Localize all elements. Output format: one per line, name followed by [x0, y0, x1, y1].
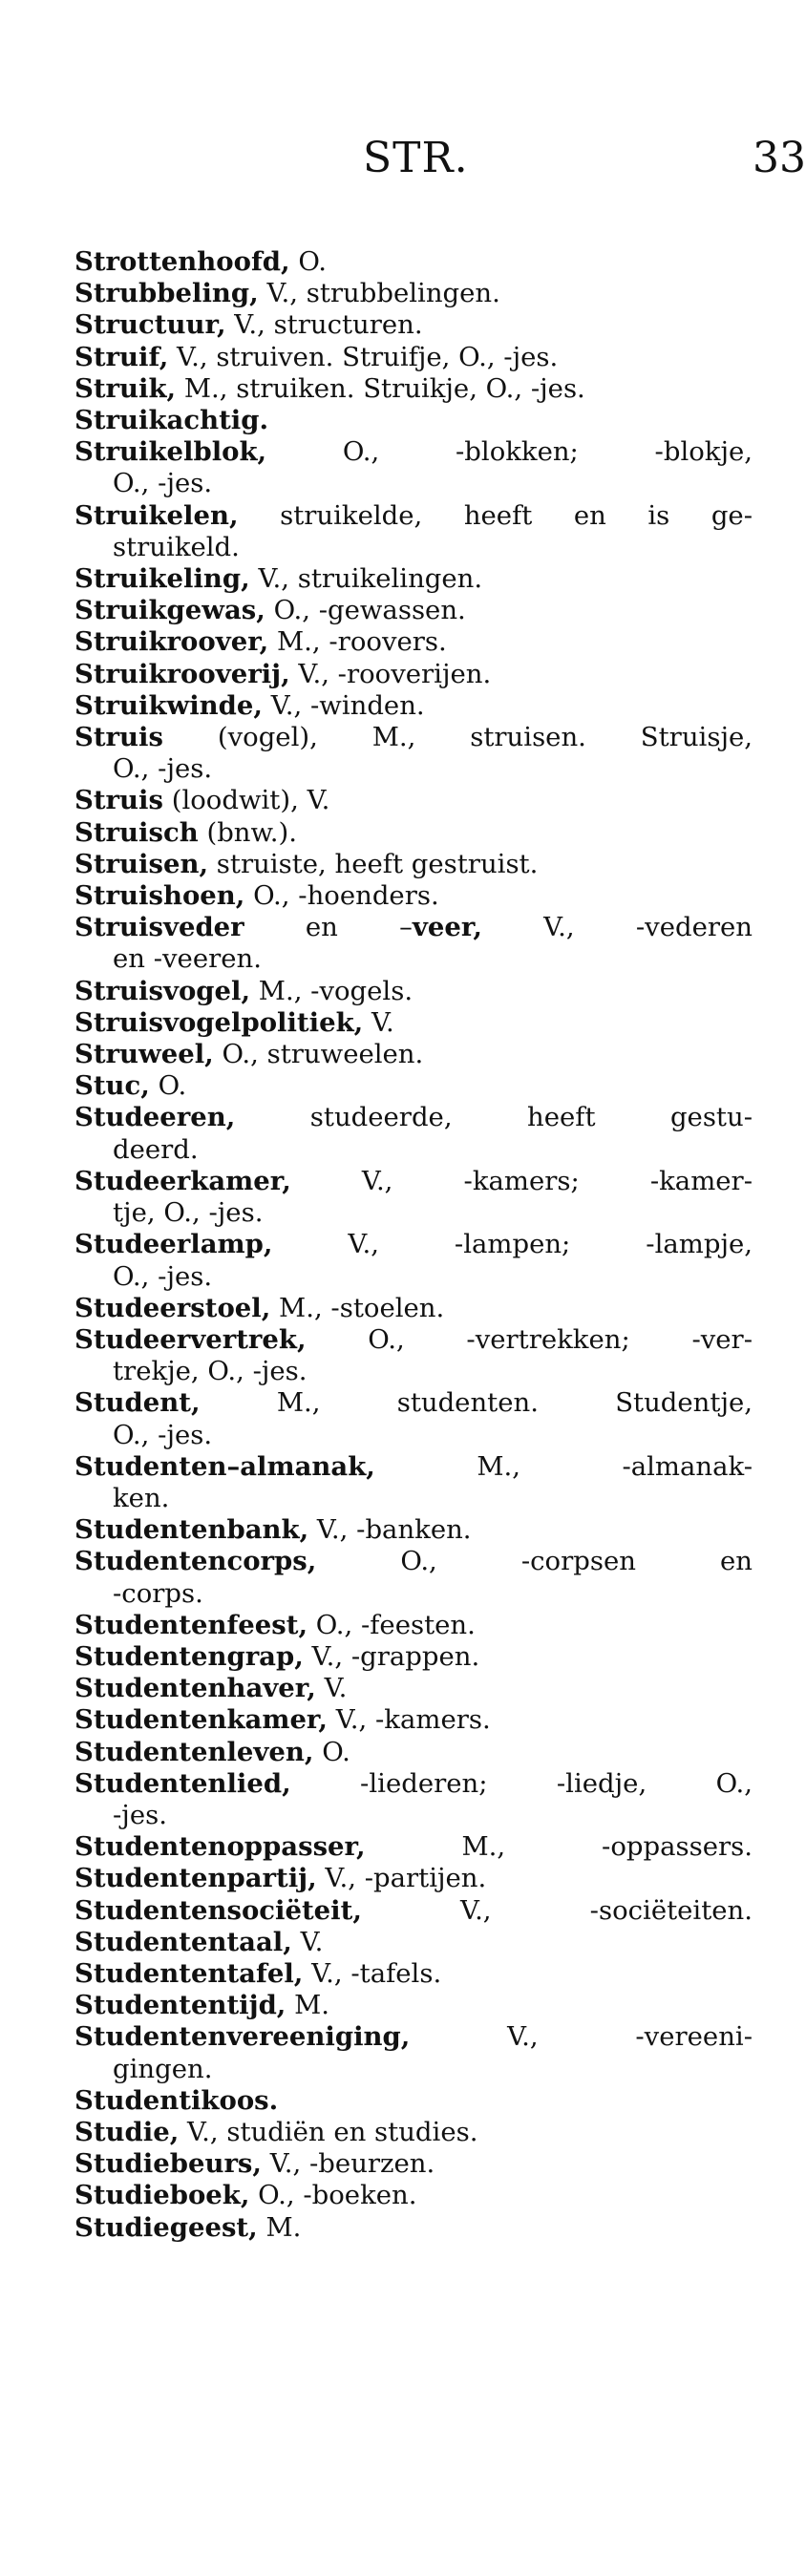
headword: Studentenfeest, — [74, 1609, 308, 1640]
headword: Struikgewas, — [74, 595, 265, 626]
dictionary-entry — [74, 2212, 753, 2244]
entry-text — [113, 1800, 167, 1830]
entry-definition: V., struikelingen. — [249, 563, 483, 595]
entry-definition: M., studenten. Studentje, — [200, 1387, 753, 1419]
dictionary-entry — [74, 342, 753, 373]
entry-definition: V., -vereeni- — [410, 2021, 753, 2053]
headword: Struisch — [74, 816, 199, 848]
entry-continuation-line — [74, 1261, 753, 1293]
dictionary-entry — [74, 563, 753, 595]
entry-text — [74, 2085, 278, 2116]
entry-continuation-line — [74, 2054, 753, 2085]
headword: Studententafel, — [74, 1957, 304, 1989]
entry-definition: struikeld. — [113, 531, 240, 562]
entry-definition: -liederen; -liedje, O., — [290, 1767, 753, 1799]
headword: Struif, — [74, 341, 169, 372]
entry-text — [74, 1166, 753, 1196]
entry-text — [74, 1102, 753, 1132]
entry-definition: O., -boeken. — [249, 2180, 417, 2211]
headword: Studentenkamer, — [74, 1704, 328, 1736]
entry-definition: -jes. — [113, 1799, 167, 1830]
entry-line — [74, 1927, 753, 1958]
entry-continuation-line — [74, 1197, 753, 1229]
dictionary-entry — [74, 436, 753, 499]
entry-definition: M., -oppassers. — [365, 1831, 753, 1863]
entry-line — [74, 1737, 753, 1768]
entry-definition: V., -kamers; -kamer- — [290, 1165, 753, 1196]
dictionary-entry — [74, 1927, 753, 1958]
headword: Studentengrap, — [74, 1640, 304, 1672]
entry-definition: (loodwit), V. — [162, 785, 330, 816]
running-head: STR. — [363, 134, 469, 182]
headword: Studentikoos. — [74, 2084, 279, 2116]
dictionary-entry — [74, 373, 753, 405]
dictionary-entry — [74, 1166, 753, 1229]
entry-text — [74, 912, 753, 942]
entry-text — [74, 2212, 301, 2243]
dictionary-entry — [74, 1007, 753, 1039]
entry-definition: V., -vederen — [481, 912, 753, 943]
entry-definition: M., -vogels. — [250, 975, 414, 1006]
entry-text — [74, 659, 491, 689]
headword-variant: veer, — [412, 912, 482, 943]
entry-continuation-line — [74, 1356, 753, 1387]
entry-definition: O., -hoenders. — [244, 880, 439, 912]
dictionary-entry — [74, 595, 753, 626]
entry-text — [74, 342, 558, 372]
headword: Studententijd, — [74, 1990, 286, 2021]
entry-text — [74, 1007, 394, 1038]
entry-definition: tje, O., -jes. — [113, 1197, 264, 1229]
entry-text — [74, 1514, 472, 1545]
entry-line — [74, 1641, 753, 1673]
entry-text — [74, 1641, 479, 1672]
headword: Studiegeest, — [74, 2211, 258, 2243]
entry-line — [74, 595, 753, 626]
entry-definition: V., -sociëteiten. — [361, 1894, 753, 1926]
entry-text — [74, 1895, 753, 1926]
dictionary-entry — [74, 626, 753, 658]
entry-line — [74, 1070, 753, 1102]
dictionary-entry — [74, 246, 753, 278]
entry-definition: V., -kamers. — [328, 1704, 491, 1736]
dictionary-entry — [74, 1324, 753, 1387]
headword: Studentenbank, — [74, 1514, 309, 1546]
entry-text — [113, 1420, 212, 1450]
entry-definition: (vogel), M., struisen. Struisje, — [162, 722, 753, 753]
entry-line — [74, 1831, 753, 1863]
entry-line — [74, 1324, 753, 1356]
dictionary-entry — [74, 2021, 753, 2084]
entry-line — [74, 309, 753, 341]
entry-line — [74, 1990, 753, 2021]
entry-definition: O., struweelen. — [213, 1039, 424, 1070]
dictionary-entry — [74, 500, 753, 563]
entry-definition: V., -banken. — [308, 1514, 472, 1546]
entry-text — [74, 1039, 423, 1069]
dictionary-entry — [74, 1990, 753, 2021]
entry-text — [74, 690, 425, 721]
entry-definition: V., studiën en studies. — [179, 2116, 478, 2147]
entry-definition: O., -jes. — [113, 1419, 213, 1450]
dictionary-entry — [74, 785, 753, 816]
dictionary-entry — [74, 880, 753, 912]
headword: Struikelen, — [74, 499, 239, 531]
headword: Student, — [74, 1387, 201, 1419]
entry-definition: gingen. — [113, 2053, 213, 2084]
entry-text — [74, 1768, 753, 1799]
entry-definition: V., -beurzen. — [262, 2148, 435, 2180]
dictionary-entry — [74, 690, 753, 722]
dictionary-entry — [74, 1831, 753, 1863]
headword: Studentencorps, — [74, 1546, 317, 1577]
entry-text — [74, 1293, 444, 1323]
entry-text — [74, 2180, 416, 2210]
entry-text — [74, 1737, 350, 1767]
entry-definition: M., struiken. Struikje, O., -jes. — [176, 372, 585, 404]
entry-line — [74, 1514, 753, 1546]
entry-text — [74, 1990, 329, 2020]
dictionary-entry — [74, 1451, 753, 1514]
dictionary-entry — [74, 1958, 753, 1990]
headword: Struikachtig. — [74, 405, 269, 436]
entry-line — [74, 2148, 753, 2180]
dictionary-entry — [74, 1387, 753, 1450]
dictionary-entry — [74, 1768, 753, 1831]
entry-definition: struikelde, heeft en is ge- — [238, 499, 753, 531]
headword: Structuur, — [74, 309, 226, 341]
entry-line — [74, 722, 753, 753]
entry-definition: V. — [363, 1006, 394, 1038]
entry-definition: O., -blokken; -blokje, — [266, 436, 753, 468]
headword: Struikroover, — [74, 626, 269, 658]
headword: Studeervertrek, — [74, 1323, 307, 1355]
headword: Struisveder — [74, 912, 244, 943]
headword: Strottenhoofd, — [74, 246, 290, 277]
dictionary-entry — [74, 1293, 753, 1324]
entry-line — [74, 1007, 753, 1039]
entry-line — [74, 1958, 753, 1990]
entry-text — [74, 2117, 477, 2147]
dictionary-entry — [74, 2085, 753, 2117]
dictionary-entry — [74, 1673, 753, 1704]
headword: Studentenlied, — [74, 1767, 291, 1799]
entry-definition: M., -almanak- — [374, 1450, 753, 1482]
entry-text — [113, 532, 240, 562]
dictionary-entry — [74, 1546, 753, 1609]
entry-definition: M., -roovers. — [268, 626, 447, 658]
entry-text — [74, 976, 413, 1006]
entry-definition: V., structuren. — [225, 309, 423, 341]
entry-text — [74, 309, 423, 340]
entry-text — [74, 880, 439, 911]
entry-text — [113, 1134, 199, 1165]
headword: Struisen, — [74, 848, 209, 879]
headword: Studentenhaver, — [74, 1673, 316, 1704]
headword: Studentenoppasser, — [74, 1831, 366, 1863]
entry-line — [74, 405, 753, 436]
headword: Studentenvereeniging, — [74, 2021, 411, 2053]
dictionary-entry — [74, 278, 753, 309]
entry-line — [74, 2021, 753, 2053]
entry-definition: M., -stoelen. — [270, 1292, 445, 1323]
dictionary-entry — [74, 722, 753, 785]
entry-text — [74, 1070, 186, 1101]
headword: Studeeren, — [74, 1102, 236, 1133]
entry-line — [74, 626, 753, 658]
entry-definition: O., -gewassen. — [265, 595, 466, 626]
entry-line — [74, 880, 753, 912]
dictionary-entry — [74, 976, 753, 1007]
entry-definition: studeerde, heeft gestu- — [235, 1102, 753, 1133]
headword: Studiebeurs, — [74, 2148, 262, 2180]
headword: Struis — [74, 722, 163, 753]
dictionary-entry — [74, 309, 753, 341]
entry-definition: O. — [289, 246, 328, 277]
dictionary-entry — [74, 659, 753, 690]
entry-text — [113, 1261, 212, 1292]
entry-text — [74, 246, 327, 277]
entry-definition: en -veeren. — [113, 943, 262, 975]
dictionary-entry — [74, 2148, 753, 2180]
entry-text — [74, 2021, 753, 2052]
headword: Strubbeling, — [74, 278, 259, 309]
entry-definition: O., -vertrekken; -ver- — [306, 1323, 753, 1355]
entry-text — [74, 722, 753, 752]
entry-text — [74, 1863, 486, 1893]
entry-line — [74, 246, 753, 278]
headword: Studentenleven, — [74, 1736, 314, 1767]
entry-text — [74, 373, 585, 404]
entry-definition: -corps. — [113, 1577, 203, 1609]
entry-line — [74, 563, 753, 595]
entry-text — [113, 468, 212, 498]
entry-line — [74, 2117, 753, 2148]
entry-continuation-line — [74, 1483, 753, 1514]
headword: Struikrooverij, — [74, 658, 290, 689]
entry-text — [74, 278, 500, 308]
dictionary-entries — [74, 246, 753, 2244]
entry-text — [74, 626, 447, 657]
entry-definition: V., struiven. Struifje, O., -jes. — [168, 341, 559, 372]
entry-line — [74, 1387, 753, 1419]
entry-text — [74, 817, 297, 848]
entry-text — [113, 1197, 263, 1228]
dictionary-entry — [74, 1863, 753, 1894]
dictionary-entry — [74, 1102, 753, 1165]
entry-definition: V., -rooverijen. — [289, 658, 492, 689]
entry-definition: V., -grappen. — [303, 1640, 480, 1672]
entry-text — [74, 1958, 441, 1989]
entry-line — [74, 2085, 753, 2117]
dictionary-entry — [74, 405, 753, 436]
dictionary-entry — [74, 1070, 753, 1102]
entry-definition: O. — [149, 1070, 187, 1102]
entry-definition: V., -winden. — [262, 689, 425, 721]
entry-definition: O., -jes. — [113, 1260, 213, 1292]
entry-line — [74, 912, 753, 943]
entry-line — [74, 1229, 753, 1260]
entry-text — [74, 1451, 753, 1482]
entry-definition: V. — [315, 1673, 348, 1704]
entry-line — [74, 785, 753, 816]
entry-definition: O. — [313, 1736, 350, 1767]
entry-line — [74, 1102, 753, 1133]
dictionary-entry — [74, 849, 753, 880]
entry-line — [74, 1451, 753, 1483]
dictionary-entry — [74, 1704, 753, 1736]
dictionary-entry — [74, 2180, 753, 2211]
entry-definition: struiste, heeft gestruist. — [208, 848, 539, 879]
entry-line — [74, 1293, 753, 1324]
dictionary-entry — [74, 817, 753, 849]
entry-line — [74, 500, 753, 532]
entry-text — [113, 1578, 203, 1609]
entry-text — [74, 1927, 323, 1957]
headword: Struishoen, — [74, 880, 245, 912]
entry-definition: V., strubbelingen. — [258, 278, 500, 309]
headword: Struweel, — [74, 1039, 214, 1070]
entry-definition: V., -lampen; -lampje, — [272, 1229, 753, 1260]
entry-text — [74, 1546, 753, 1576]
headword: Stuc, — [74, 1070, 150, 1102]
entry-text — [74, 2148, 435, 2179]
entry-text — [74, 500, 753, 531]
entry-line — [74, 1610, 753, 1641]
entry-line — [74, 342, 753, 373]
entry-line — [74, 1546, 753, 1577]
entry-text — [113, 1483, 169, 1513]
entry-text — [74, 785, 329, 815]
dictionary-entry — [74, 1737, 753, 1768]
headword: Studeerstoel, — [74, 1292, 271, 1323]
entry-text — [74, 1324, 753, 1355]
headword: Studie, — [74, 2116, 180, 2147]
headword: Struikelblok, — [74, 436, 267, 468]
entry-definition: trekje, O., -jes. — [113, 1356, 308, 1387]
entry-continuation-line — [74, 1578, 753, 1610]
entry-definition: deerd. — [113, 1133, 199, 1165]
entry-line — [74, 373, 753, 405]
entry-line — [74, 817, 753, 849]
entry-definition: V., -tafels. — [303, 1957, 442, 1989]
entry-line — [74, 1166, 753, 1197]
headword: Studentenpartij, — [74, 1863, 317, 1894]
entry-line — [74, 1768, 753, 1800]
headword: Studeerlamp, — [74, 1229, 273, 1260]
headword: Studeerkamer, — [74, 1165, 291, 1196]
entry-line — [74, 1039, 753, 1070]
entry-definition: O., -corpsen en — [316, 1546, 753, 1577]
headword: Struisvogel, — [74, 975, 251, 1006]
entry-line — [74, 2212, 753, 2244]
entry-line — [74, 976, 753, 1007]
entry-line — [74, 1704, 753, 1736]
entry-line — [74, 278, 753, 309]
entry-text — [113, 753, 212, 784]
entry-text — [113, 2054, 212, 2084]
entry-definition: en – — [244, 912, 413, 943]
dictionary-entry — [74, 1514, 753, 1546]
entry-text — [74, 595, 466, 625]
entry-text — [74, 1387, 753, 1418]
entry-definition: V. — [291, 1926, 324, 1957]
entry-line — [74, 2180, 753, 2211]
dictionary-entry — [74, 1229, 753, 1292]
entry-text — [74, 1704, 491, 1735]
entry-continuation-line — [74, 468, 753, 499]
headword: Struikeling, — [74, 563, 250, 595]
entry-continuation-line — [74, 1134, 753, 1166]
entry-text — [74, 436, 753, 467]
entry-text — [74, 849, 538, 879]
entry-line — [74, 690, 753, 722]
entry-text — [74, 1673, 347, 1703]
dictionary-entry — [74, 1610, 753, 1641]
headword: Studententaal, — [74, 1926, 292, 1957]
headword: Studenten–almanak, — [74, 1450, 375, 1482]
entry-text — [74, 1610, 476, 1640]
entry-text — [74, 1831, 753, 1862]
entry-continuation-line — [74, 532, 753, 563]
entry-line — [74, 849, 753, 880]
entry-line — [74, 1863, 753, 1894]
entry-text — [74, 563, 482, 594]
headword: Struik, — [74, 372, 177, 404]
headword: Struis — [74, 785, 163, 816]
page-header — [0, 134, 806, 191]
entry-text — [74, 405, 268, 435]
entry-definition: O., -jes. — [113, 468, 213, 499]
entry-definition: O., -feesten. — [308, 1609, 476, 1640]
entry-definition: M. — [257, 2211, 302, 2243]
entry-line — [74, 659, 753, 690]
entry-text — [113, 943, 262, 974]
dictionary-entry — [74, 1641, 753, 1673]
headword: Studentensociëteit, — [74, 1894, 362, 1926]
entry-line — [74, 1673, 753, 1704]
entry-text — [113, 1356, 308, 1386]
dictionary-entry — [74, 1039, 753, 1070]
dictionary-entry — [74, 1895, 753, 1927]
page-number: 33 — [753, 134, 806, 182]
headword: Studieboek, — [74, 2180, 250, 2211]
entry-definition: (bnw.). — [198, 816, 297, 848]
headword: Struikwinde, — [74, 689, 263, 721]
entry-continuation-line — [74, 1800, 753, 1831]
entry-line — [74, 1895, 753, 1927]
entry-definition: M. — [286, 1990, 330, 2021]
entry-continuation-line — [74, 753, 753, 785]
entry-continuation-line — [74, 943, 753, 975]
headword: Struisvogelpolitiek, — [74, 1006, 364, 1038]
dictionary-entry — [74, 912, 753, 975]
entry-definition: O., -jes. — [113, 753, 213, 785]
entry-line — [74, 436, 753, 468]
entry-continuation-line — [74, 1420, 753, 1451]
entry-text — [74, 1229, 753, 1259]
entry-definition: V., -partijen. — [316, 1863, 487, 1894]
entry-definition: ken. — [113, 1482, 170, 1513]
dictionary-entry — [74, 2117, 753, 2148]
